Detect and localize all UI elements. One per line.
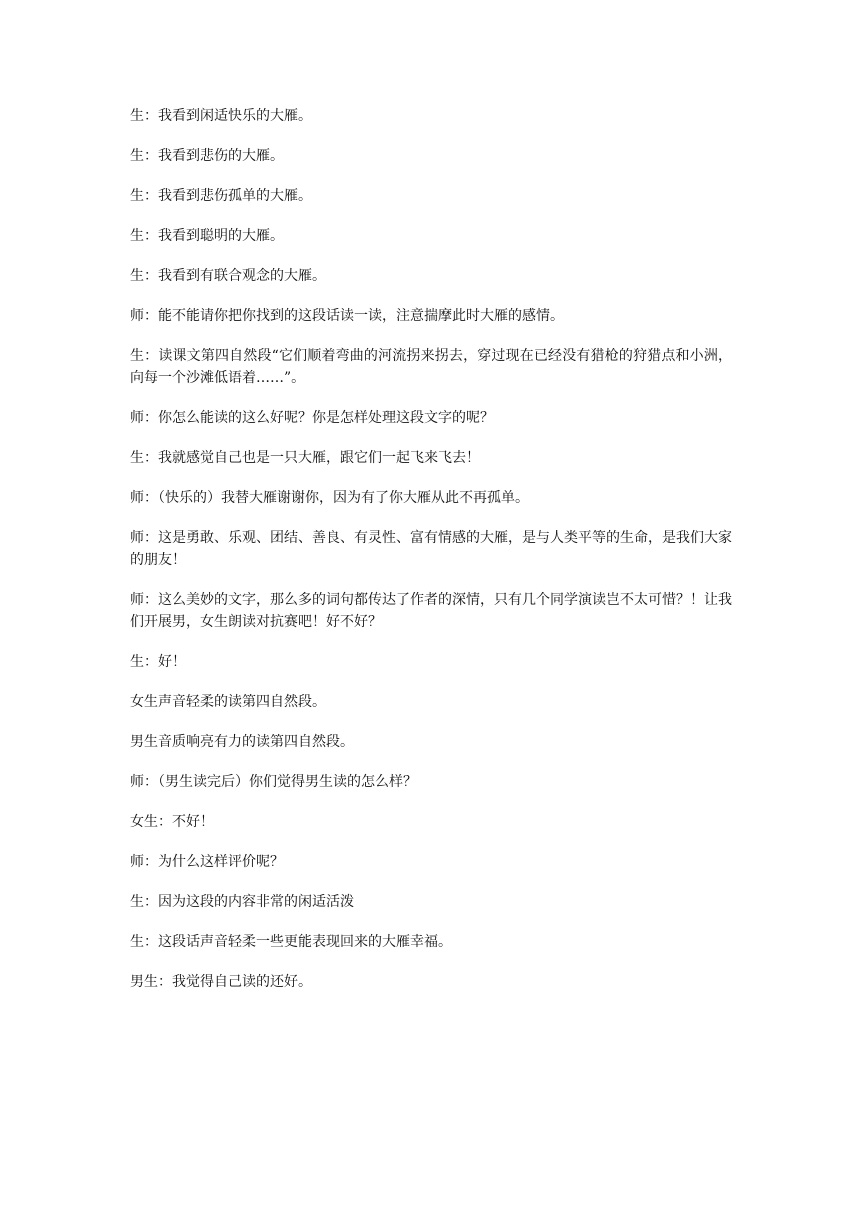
paragraph: 生：这段话声音轻柔一些更能表现回来的大雁幸福。 bbox=[130, 934, 452, 950]
paragraph: 生：我看到有联合观念的大雁。 bbox=[130, 268, 326, 284]
paragraph: 师：（快乐的）我替大雁谢谢你，因为有了你大雁从此不再孤单。 bbox=[130, 490, 529, 506]
paragraph: 师：你怎么能读的这么好呢？你是怎样处理这段文字的呢？ bbox=[130, 410, 494, 426]
paragraph: 生：读课文第四自然段“它们顺着弯曲的河流拐来拐去，穿过现在已经没有猎枪的狩猎点和小洲，向每一个沙滩低语着……”。 bbox=[130, 348, 732, 386]
paragraph: 生：我看到聪明的大雁。 bbox=[130, 228, 284, 244]
paragraph: 生：因为这段的内容非常的闲适活泼 bbox=[130, 894, 354, 910]
document-body bbox=[130, 105, 732, 1011]
paragraph: 生：我就感觉自己也是一只大雁，跟它们一起飞来飞去！ bbox=[130, 450, 480, 466]
paragraph: 男生音质响亮有力的读第四自然段。 bbox=[130, 734, 354, 750]
paragraph: 师：这么美妙的文字，那么多的词句都传达了作者的深情，只有几个同学演读岂不太可惜？！让我们开展男，女生朗读对抗赛吧！好不好？ bbox=[130, 592, 732, 630]
paragraph: 男生：我觉得自己读的还好。 bbox=[130, 974, 312, 990]
paragraph: 生：我看到悲伤的大雁。 bbox=[130, 148, 284, 164]
paragraph: 师：这是勇敢、乐观、团结、善良、有灵性、富有情感的大雁，是与人类平等的生命，是我们大家的朋友！ bbox=[130, 530, 732, 568]
paragraph: 师：为什么这样评价呢？ bbox=[130, 854, 284, 870]
paragraph: 生：我看到闲适快乐的大雁。 bbox=[130, 108, 312, 124]
paragraph: 女生：不好！ bbox=[130, 814, 214, 830]
paragraph: 师：（男生读完后）你们觉得男生读的怎么样？ bbox=[130, 774, 417, 790]
paragraph: 师：能不能请你把你找到的这段话读一读，注意揣摩此时大雁的感情。 bbox=[130, 308, 564, 324]
paragraph: 女生声音轻柔的读第四自然段。 bbox=[130, 694, 326, 710]
paragraph: 生：好！ bbox=[130, 654, 186, 670]
paragraph: 生：我看到悲伤孤单的大雁。 bbox=[130, 188, 312, 204]
